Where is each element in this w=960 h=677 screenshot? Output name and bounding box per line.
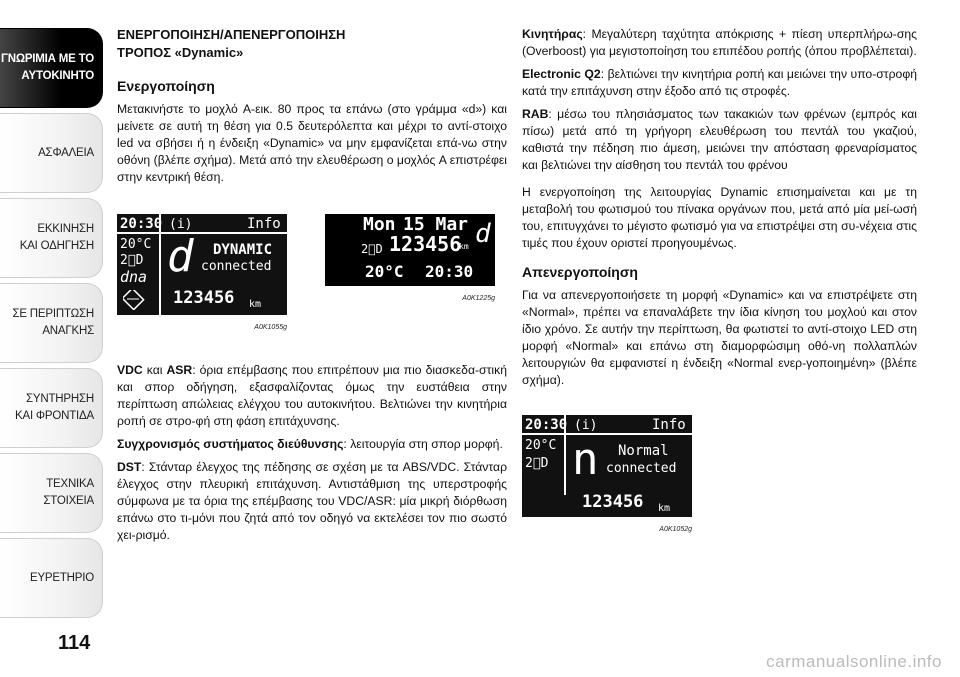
display-unit: km [249,299,262,310]
watermark: carmanualsonline.info [766,652,942,671]
normal-display [522,415,692,517]
display-odometer: 123456 [173,288,235,308]
def-dst: DST: Στάνταρ έλεγχος της πέδησης σε σχέση με τα ABS/VDC. Στάνταρ έλεγχος στην πλευρική επιτάχυνση. Αντιστάθμιση της υπερστροφής σύμφωνα με τα όρια της επέμβασης του VDC/ASR: μία μικρή διόρθωση επάνω στο τι-μόνι που ζητά από τον οδηγό να εκτελέσει τον πιο σωστό χει-ρισμό. [117,460,507,542]
display-temp: 20°C [365,262,404,281]
section-title: ΕΝΕΡΓΟΠΟΙΗΣΗ/ΑΠΕΝΕΡΓΟΠΟΙΗΣΗ [117,27,346,42]
display-dna: dna [120,268,148,286]
deactivation-heading: Απενεργοποίηση [522,264,638,280]
left-column [117,26,507,550]
display-figures [117,214,507,336]
figure-normal-display [522,415,692,538]
tab-technical-data[interactable]: ΤΕΧΝΙΚΑ ΣΤΟΙΧΕΙΑ [0,453,103,533]
mode-line2: connected [201,259,272,274]
display-odometer: 123456 [582,492,644,512]
activation-text: Μετακινήστε το μοχλό A-εικ. 80 προς τα επάνω (στο γράμμα «d») και μείνετε σε αυτή τη θέση για 0.5 δευτερόλεπτα και μέχρι το αντί-στοιχο led να σβήσει ή η ένδειξη «Dynamic» να μην εμφανίζεται επά-νω στην οθόνη (βλέπε σχήμα). Μετά από την ελευθέρωση ο μοχλός A επιστρέφει στην κεντρική θέση. [117,102,507,184]
figure-code: A0K1052g [659,526,692,533]
tab-emergency[interactable]: ΣΕ ΠΕΡΙΠΤΩΣΗ ΑΝΑΓΚΗΣ [0,283,103,363]
tab-maintenance[interactable]: ΣΥΝΤΗΡΗΣΗ ΚΑΙ ΦΡΟΝΤΙΔΑ [0,368,103,448]
info-icon: (i) [169,217,193,232]
display-time: 20:30 [425,262,474,281]
display-gear: 2⃞D [525,456,549,471]
def-steering-sync: Συγχρονισμός συστήματος διεύθυνσης: λειτουργία στη σπορ μορφή. [117,437,503,451]
figure-dynamic-display-alt [325,214,495,336]
display-time: 20:30 [525,417,568,433]
display-temp: 20°C [120,237,152,252]
figure-dynamic-display [117,214,287,336]
info-icon: (i) [574,418,598,433]
display-temp: 20°C [525,438,557,453]
display-date: 15 Mar [403,214,469,235]
trip-icon [123,290,145,310]
dynamic-display-alt [325,214,495,286]
display-time: 20:30 [120,216,163,232]
page-number: 114 [58,632,91,654]
section-subtitle: ΤΡΟΠΟΣ «Dynamic» [117,45,244,60]
display-gear: 2⃞D [120,253,144,268]
figure-code: A0K1225g [462,295,495,302]
def-engine: Κινητήρας: Μεγαλύτερη ταχύτητα απόκρισης + πίεση υπερπλήρω-σης (Overboost) για μεγιστοποίηση του επιπέδου ροπής (όπου προβλέπεται). [522,27,917,58]
display-info: Info [652,417,686,433]
figure-code: A0K1055g [254,324,287,331]
tab-index[interactable]: ΕΥΡΕΤΗΡΙΟ [0,538,103,618]
dynamic-display [117,214,287,315]
display-info: Info [247,216,281,232]
deactivation-text: Για να απενεργοποιήσετε τη μορφή «Dynamic» και να επιστρέψετε στη «Normal», πρέπει να επαναλάβετε την ίδια κίνηση του μοχλού και στον ίδιο χρόνο. Σε αυτήν την περίπτωση, θα φωτιστεί το αντί-στοιχο LED στη μορφή «Normal» και επάνω στη διαμορφώσιμη οθό-νη πολλαπλών λειτουργιών θα εμφανιστεί η ένδειξη «Normal ενερ-γοποιημένη» (βλέπε σχήμα). [522,288,917,387]
dynamic-lighting-text: Η ενεργοποίηση της λειτουργίας Dynamic επισημαίνεται και με τη μεταβολή του φωτισμού του πίνακα οργάνων που, μετά από μία μεί-ωσή του, επιτυγχάνει το μέγιστο φωτισμό για να επιστρέψει στη συ-νέχεια στις τιμές που έχουν οριστεί προηγουμένως. [522,185,917,250]
display-unit: km [459,242,469,251]
mode-line1: Normal [618,443,669,459]
display-odometer: 123456 [389,232,462,256]
display-unit: km [658,503,671,514]
mode-line2: connected [606,461,677,476]
activation-heading: Ενεργοποίηση [117,78,215,94]
right-column [522,26,917,538]
chapter-sidebar [0,28,103,623]
display-gear: 2⃞D [361,242,383,256]
mode-letter: d [475,219,491,249]
mode-letter: d [167,231,194,282]
def-electronic-q2: Electronic Q2: βελτιώνει την κινητήρια ροπή και μειώνει την υπο-στροφή κατά την επιτάχυνση στην έξοδο από τις στροφές. [522,67,917,98]
display-day: Mon [363,214,396,235]
mode-line1: DYNAMIC [213,242,273,258]
def-rab: RAB: μέσω του πλησιάσματος των τακακιών των φρένων (εμπρός και πίσω) μετά από τη γρήγορη ελευθέρωση του πεντάλ του γκαζιού, καθιστά την πέδηση πιο άμεση, μειώνει την απόσταση φρεναρίσματος και βελτιώνει την αίσθηση του πεντάλ του φρένου [522,107,917,172]
tab-starting-driving[interactable]: ΕΚΚΙΝΗΣΗ ΚΑΙ ΟΔΗΓΗΣΗ [0,198,103,278]
mode-letter: n [572,434,599,485]
tab-getting-to-know[interactable]: ΓΝΩΡΙΜΙΑ ΜΕ ΤΟ ΑΥΤΟΚΙΝΗΤΟ [0,28,103,108]
tab-safety[interactable]: ΑΣΦΑΛΕΙΑ [0,113,103,193]
def-vdc-asr: VDC και ASR: όρια επέμβασης που επιτρέπουν μια πιο διασκεδα-στική και σπορ οδήγηση, εξασφαλίζοντας όμως την ευστάθεια στην περίπτωση απώλειας ελέγχου του αυτοκινήτου. Βελτιώνει την κινητήρια ροπή σε στρο-φή στη φάση επιτάχυνσης. [117,363,507,428]
